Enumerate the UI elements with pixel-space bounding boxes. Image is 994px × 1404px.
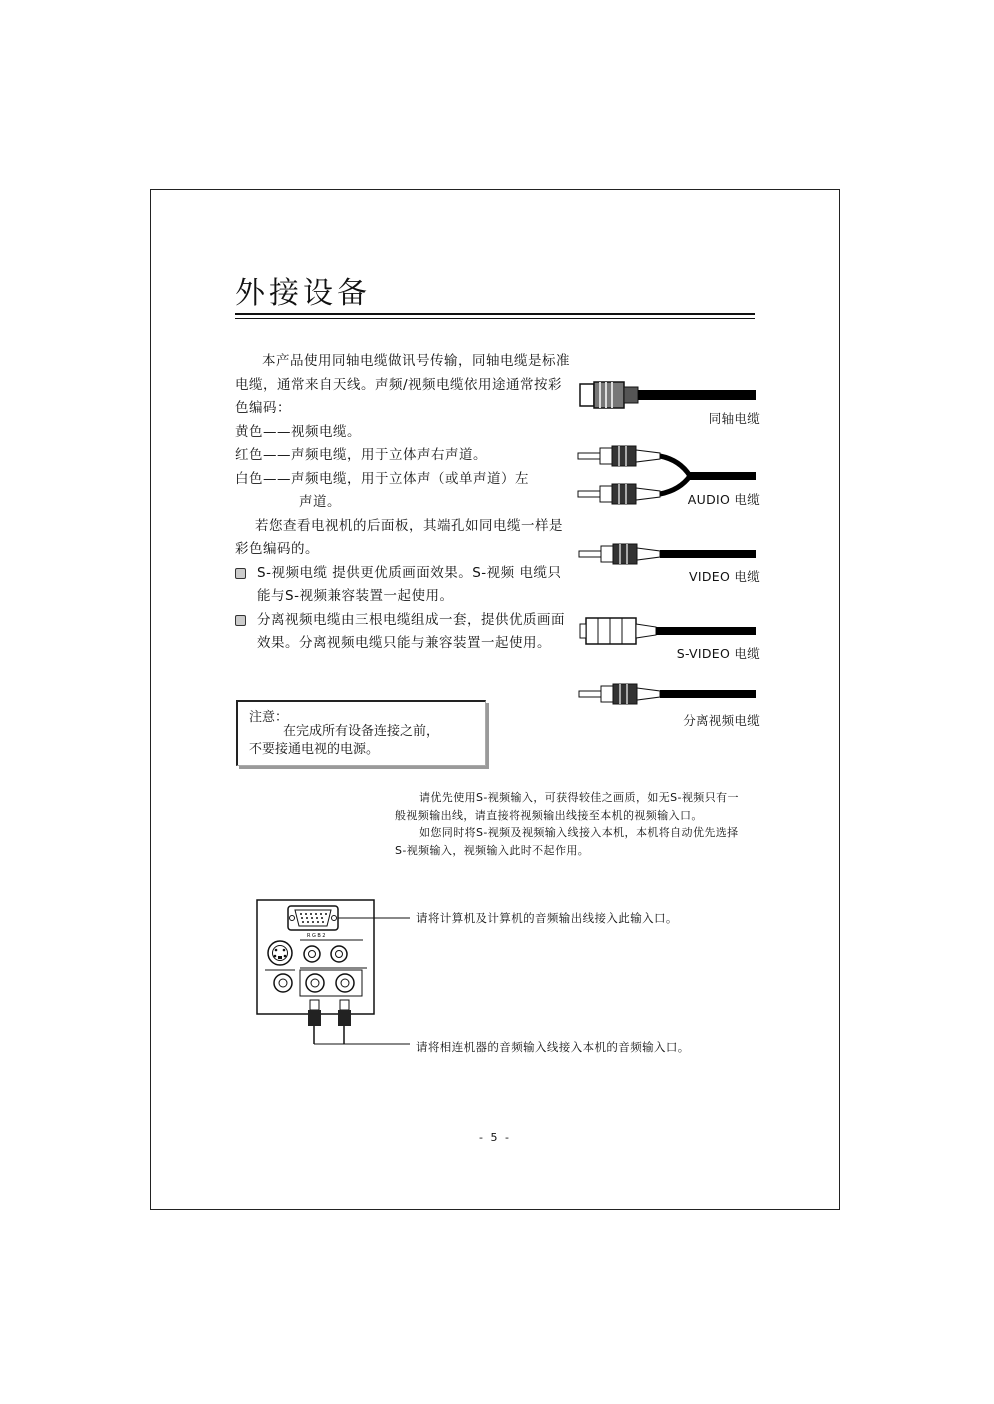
bullet-icon	[235, 568, 246, 579]
note-title: 注意：	[249, 710, 289, 725]
title-rule-thick	[235, 313, 755, 315]
red-line: 红色——声频电缆，用于立体声右声道。	[235, 447, 487, 463]
audio-label: AUDIO 电缆	[687, 492, 760, 507]
rear-panel-diagram	[255, 898, 745, 1058]
note-text	[249, 723, 485, 759]
intro-paragraph: 本产品使用同轴电缆做讯号传输，同轴电缆是标准电缆，通常来自天线。声频/视频电缆依用途通常按彩色编码：	[235, 353, 570, 416]
bullet-svideo	[235, 562, 575, 609]
note-box	[236, 700, 486, 766]
rca-port-icon	[336, 974, 354, 992]
audio-plug-icon	[338, 1000, 351, 1044]
video-cable-icon	[579, 544, 756, 564]
white-line: 白色——声频电缆，用于立体声（或单声道）左	[235, 470, 529, 487]
input-tips	[395, 789, 745, 859]
note-line-2: 不要接通电视的电源。	[249, 742, 380, 757]
audio-callout: 请将相连机器的音频输入线接入本机的音频输入口。	[416, 1040, 690, 1054]
coax-cable-icon	[580, 382, 756, 408]
vga-callout: 请将计算机及计算机的音频输出线接入此输入口。	[416, 911, 678, 925]
video-label: VIDEO 电缆	[689, 569, 760, 584]
vga-label: RGB2	[307, 933, 327, 939]
bullet-component	[235, 609, 575, 656]
svideo-port-icon	[268, 941, 292, 965]
tip-2: 如您同时将S-视频及视频输入线接入本机，本机将自动优先选择S-视频输入，视频输入此时不起作用。	[395, 826, 739, 857]
rca-port-icon	[331, 946, 347, 962]
audio-plug-icon	[308, 1000, 321, 1044]
vga-port-icon	[288, 906, 338, 930]
component-label: 分离视频电缆	[683, 713, 760, 728]
bullet-svideo-text: S-视频电缆 提供更优质画面效果。S-视频 电缆只能与S-视频兼容装置一起使用。	[257, 564, 562, 604]
rca-port-icon	[304, 946, 320, 962]
white-line-cont: 声道。	[299, 494, 341, 510]
rca-port-icon	[306, 974, 324, 992]
tip-1: 请优先使用S-视频输入，可获得较佳之画质，如无S-视频只有一般视频输出线，请直接将视频输出线接至本机的视频输入口。	[395, 791, 739, 822]
yellow-line: 黄色——视频电缆。	[235, 423, 361, 440]
component-cable-icon	[579, 684, 756, 704]
panel-paragraph: 若您查看电视机的后面板，其端孔如同电缆一样是彩色编码的。	[235, 517, 563, 557]
note-line-1: 在完成所有设备连接之前，	[283, 724, 440, 739]
title-rule-thin	[235, 318, 755, 319]
cables-svg	[576, 378, 760, 738]
coax-label: 同轴电缆	[708, 411, 760, 426]
bullet-icon	[235, 615, 246, 626]
svideo-cable-icon	[580, 618, 756, 644]
rca-port-icon	[274, 974, 292, 992]
bullet-component-text: 分离视频电缆由三根电缆组成一套，提供优质画面效果。分离视频电缆只能与兼容装置一起使用。	[257, 611, 565, 651]
page-title: 外接设备	[235, 276, 371, 311]
body-text	[235, 350, 575, 656]
svideo-label: S-VIDEO 电缆	[676, 646, 760, 661]
cable-illustrations	[576, 378, 760, 738]
page-number: - 5 -	[479, 1131, 511, 1144]
